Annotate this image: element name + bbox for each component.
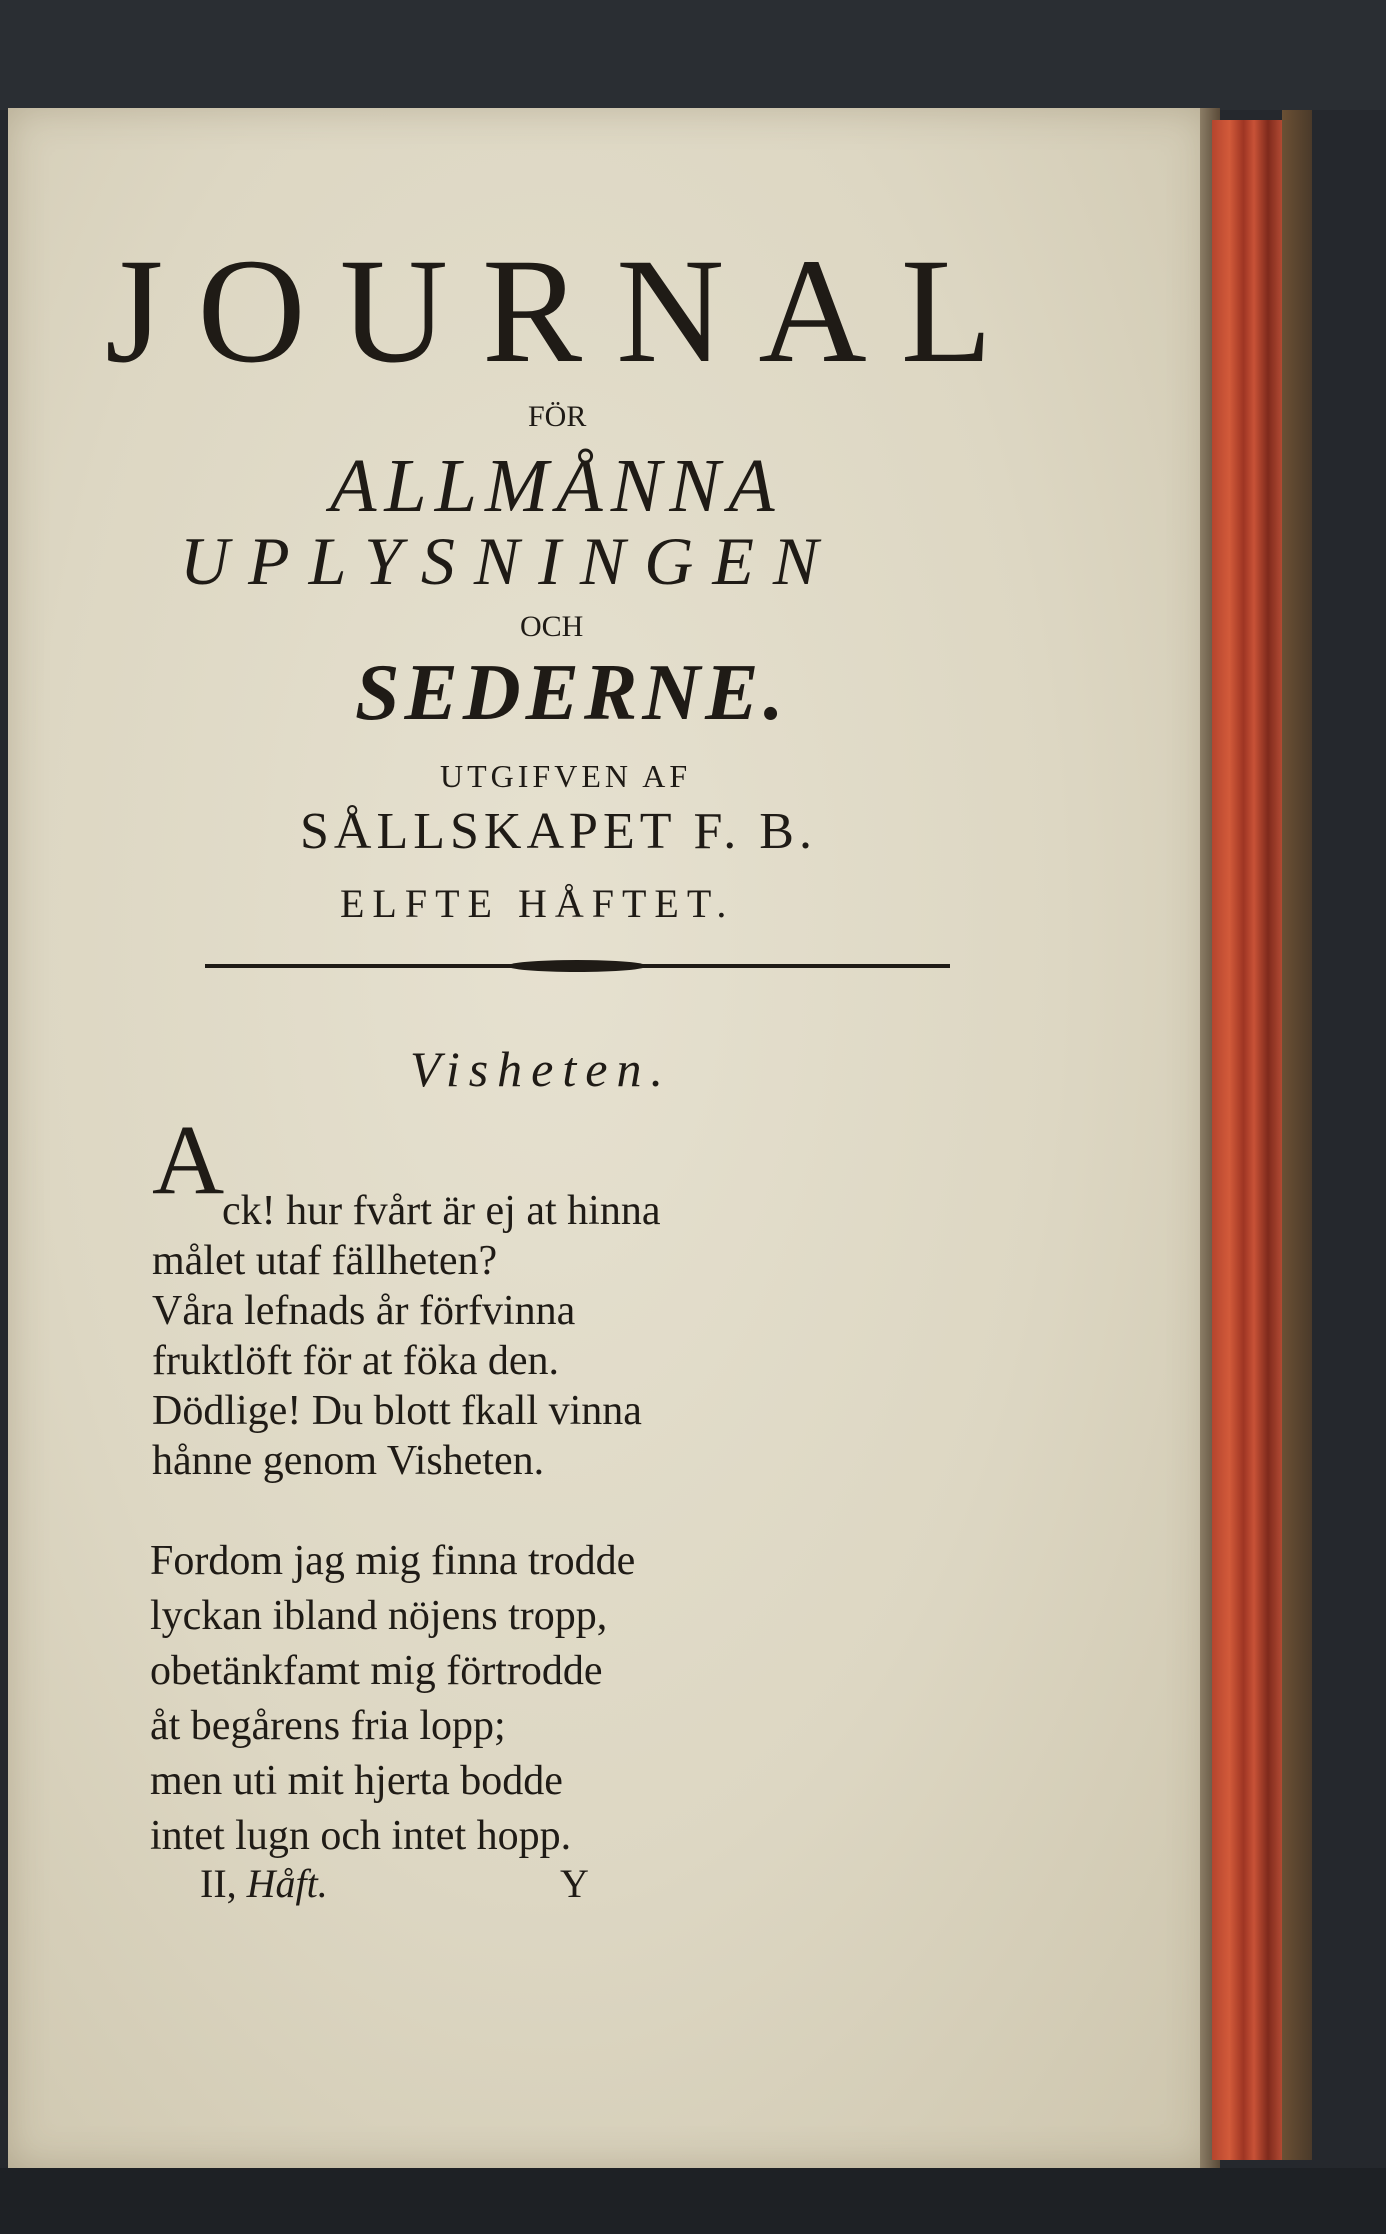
title-line-allmanna: ALLMÅNNA (330, 444, 783, 528)
title-line-sederne: SEDERNE. (355, 649, 789, 737)
poem-line: Dödlige! Du blott fkall vinna (152, 1388, 642, 1434)
issue-label: ELFTE HÅFTET. (340, 881, 735, 926)
journal-title: JOURNAL (105, 228, 1027, 394)
ornamental-rule (205, 960, 950, 972)
background-bottom (0, 2168, 1386, 2234)
poem-line: målet utaf fällheten? (152, 1238, 498, 1284)
drop-cap: A (152, 1104, 225, 1215)
signature-haft: Håft. (246, 1861, 328, 1906)
for-label: FÖR (528, 400, 587, 433)
poem-line: lyckan ibland nöjens tropp, (150, 1593, 608, 1639)
background-top (0, 0, 1386, 110)
poem-line: Fordom jag mig finna trodde (150, 1538, 636, 1584)
signature-mark: Y (560, 1861, 589, 1906)
book-cover (1282, 110, 1312, 2160)
title-line-uplysningen: UPLYSNINGEN (180, 523, 838, 599)
publisher-intro: UTGIFVEN AF (440, 758, 692, 794)
poem-line: fruktlöft för at föka den. (152, 1338, 560, 1384)
poem-line: hånne genom Visheten. (152, 1438, 545, 1484)
poem-line: Våra lefnads år förfvinna (152, 1288, 576, 1334)
publisher-name: SÅLLSKAPET F. B. (300, 803, 817, 860)
och-label: OCH (520, 610, 584, 643)
poem-heading: Visheten. (410, 1041, 672, 1097)
red-page-edges (1212, 120, 1282, 2160)
poem-line: men uti mit hjerta bodde (150, 1758, 563, 1804)
signature (200, 1860, 328, 1907)
signature-number: II, (200, 1861, 237, 1906)
poem-line: ck! hur fvårt är ej at hinna (222, 1188, 661, 1234)
poem-line: intet lugn och intet hopp. (150, 1813, 572, 1859)
poem-line: åt begårens fria lopp; (150, 1703, 506, 1749)
poem-line: obetänkfamt mig förtrodde (150, 1648, 603, 1694)
